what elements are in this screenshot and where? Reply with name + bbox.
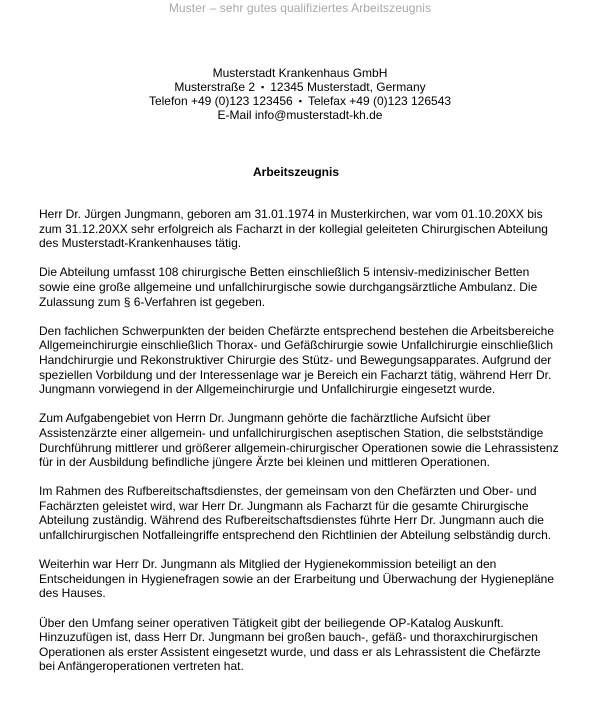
email: E-Mail info@musterstadt-kh.de	[217, 108, 383, 122]
paragraph: Über den Umfang seiner operativen Tätigkeit gibt der beiliegende OP-Katalog Auskunft. Hinzuzufügen ist, dass Herr Dr. Jungmann bei großen bauch-, gefäß- und thoraxchirurgischen Operationen als erster Assistent eingesetzt wurde, und dass er als Lehrassistent die Chefärzte bei Anfängeroperationen vertreten hat.	[39, 615, 541, 674]
watermark-text: Muster – sehr gutes qualifiziertes Arbeitszeugnis	[168, 1, 432, 15]
paragraph: Im Rahmen des Rufbereitschaftsdienstes, der gemeinsam von den Chefärzten und Ober- und Fachärzten geleistet wird, war Herr Dr. Jungmann als Facharzt für die gesamte Chirurgische Abteilung zuständig. Während des Rufbereitschaftsdienstes führte Herr Dr. Jungmann auch die unfallchirurgischen Notfalleingriffe entsprechend den Richtlinien der Abteilung selbständig durch.	[39, 484, 552, 543]
address-line	[0, 80, 600, 94]
contact-line	[0, 94, 600, 108]
paragraph: Herr Dr. Jürgen Jungmann, geboren am 31.01.1974 in Musterkirchen, war vom 01.10.20XX bis zum 31.12.20XX sehr erfolgreich als Facharzt in der kollegial geleiteten Chirurgischen Abteilung des Musterstadt-Krankenhauses tätig.	[39, 207, 548, 251]
paragraph: Zum Aufgabengebiet von Herrn Dr. Jungmann gehörte die fachärztliche Aufsicht über Assistenzärzte einer allgemein- und unfallchirurgischen aseptischen Station, die selbstständige Durchführung mittlerer und größerer allgemein-chirurgischer Operationen sowie die Lehrassistenz für in der Ausbildung befindliche jüngere Ärzte bei kleinen und mittleren Operationen.	[39, 411, 559, 470]
street: Musterstraße 2	[174, 80, 256, 94]
document-title: Arbeitszeugnis	[252, 165, 339, 179]
letterhead	[0, 66, 600, 122]
paragraph: Weiterhin war Herr Dr. Jungmann als Mitglied der Hygienekommission beteiligt an den Entscheidungen in Hygienefragen sowie an der Erarbeitung und Überwachung der Hygienepläne des Hauses.	[39, 557, 555, 601]
separator-bullet: ▪	[261, 82, 265, 92]
company-name: Musterstadt Krankenhaus GmbH	[212, 66, 388, 80]
paragraph: Die Abteilung umfasst 108 chirurgische Betten einschließlich 5 intensiv-medizinischer Betten sowie eine große allgemeine und unfallchirurgische sowie durchgangsärztliche Ambulanz. Die Zulassung zum § 6-Verfahren ist gegeben.	[39, 265, 538, 309]
phone: Telefon +49 (0)123 123456	[148, 94, 293, 108]
paragraph: Den fachlichen Schwerpunkten der beiden Chefärzte entsprechend bestehen die Arbeitsbereiche Allgemeinchirurgie einschließlich Thorax- und Gefäßchirurgie sowie Unfallchirurgie einschließlich Handchirurgie und Rekonstruktiver Chirurgie des Stütz- und Bewegungsapparates. Aufgrund der speziellen Vorbildung und der Interessenlage war je Bereich ein Facharzt tätig, während Herr Dr. Jungmann vorwiegend in der Allgemeinchirurgie und Unfallchirurgie eingesetzt wurde.	[39, 323, 555, 397]
separator-bullet: ▪	[298, 96, 302, 106]
fax: Telefax +49 (0)123 126543	[307, 94, 452, 108]
city: 12345 Musterstadt, Germany	[270, 80, 426, 94]
document-body	[39, 207, 559, 689]
